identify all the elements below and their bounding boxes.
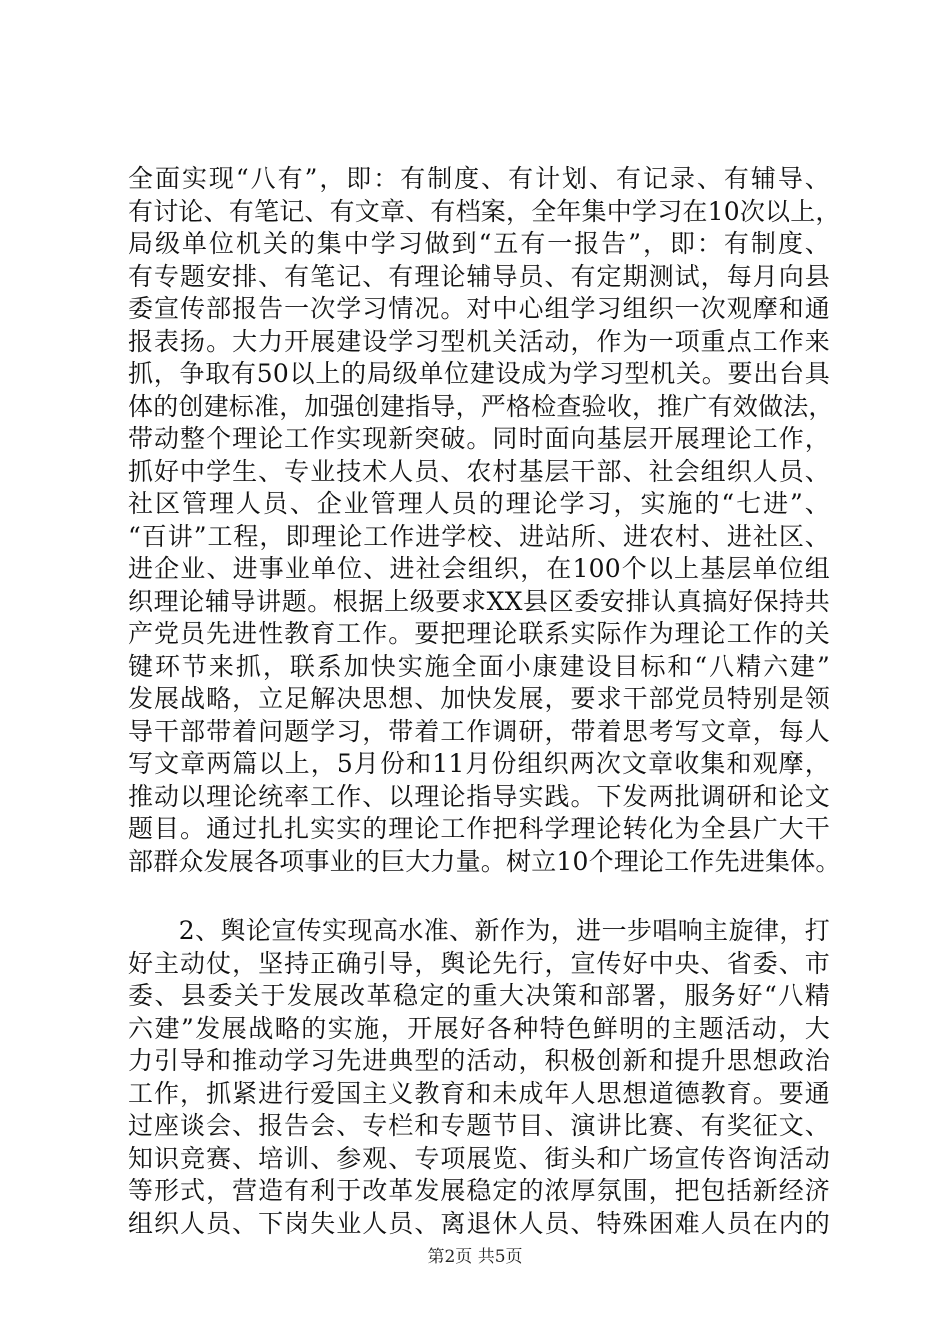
text-line: 等形式，营造有利于改革发展稳定的浓厚氛围，把包括新经济: [128, 1176, 830, 1205]
page-footer: 第2页 共5页: [427, 1247, 523, 1267]
text-line: 发展战略，立足解决思想、加快发展，要求干部党员特别是领: [128, 684, 830, 713]
text-line: 报表扬。大力开展建设学习型机关活动，作为一项重点工作来: [128, 326, 830, 356]
paragraph-2: [128, 915, 830, 1240]
text-line: 有讨论、有笔记、有文章、有档案，全年集中学习在10次以上，: [128, 196, 841, 226]
text-line: 抓，争取有50以上的局级单位建设成为学习型机关。要出台具: [128, 359, 830, 388]
text-line: 写文章两篇以上，5月份和11月份组织两次文章收集和观摩，: [128, 749, 830, 778]
text-line: 委宣传部报告一次学习情况。对中心组学习组织一次观摩和通: [128, 294, 830, 323]
text-line: 键环节来抓，联系加快实施全面小康建设目标和“八精六建”: [128, 651, 830, 681]
text-line: 工作，抓紧进行爱国主义教育和未成年人思想道德教育。要通: [128, 1078, 830, 1108]
text-line: 产党员先进性教育工作。要把理论联系实际作为理论工作的关: [128, 619, 830, 648]
text-line: 导干部带着问题学习，带着工作调研，带着思考写文章，每人: [128, 716, 830, 746]
text-line: 知识竞赛、培训、参观、专项展览、街头和广场宣传咨询活动: [128, 1143, 830, 1173]
text-line: 题目。通过扎扎实实的理论工作把科学理论转化为全县广大干: [128, 814, 830, 843]
text-line: 好主动仗，坚持正确引导，舆论先行，宣传好中央、省委、市: [128, 948, 830, 978]
text-line: 委、县委关于发展改革稳定的重大决策和部署，服务好“八精: [128, 981, 830, 1010]
text-line: 全面实现“八有”，即：有制度、有计划、有记录、有辅导、: [128, 164, 830, 193]
text-line: 体的创建标准，加强创建指导，严格检查验收，推广有效做法，: [128, 391, 834, 421]
text-line: 抓好中学生、专业技术人员、农村基层干部、社会组织人员、: [128, 456, 830, 486]
text-line: 2、舆论宣传实现高水准、新作为，进一步唱响主旋律，打: [128, 916, 830, 945]
text-line: 组织人员、下岗失业人员、离退休人员、特殊困难人员在内的: [128, 1208, 830, 1238]
text-line: 局级单位机关的集中学习做到“五有一报告”，即：有制度、: [128, 229, 830, 258]
text-line: 织理论辅导讲题。根据上级要求XX县区委安排认真搞好保持共: [128, 586, 830, 616]
text-line: 推动以理论统率工作、以理论指导实践。下发两批调研和论文: [128, 781, 830, 811]
text-line: 社区管理人员、企业管理人员的理论学习，实施的“七进”、: [128, 489, 830, 518]
paragraph-gap: [128, 878, 830, 915]
text-line: 带动整个理论工作实现新突破。同时面向基层开展理论工作，: [128, 424, 830, 453]
text-line: 六建”发展战略的实施，开展好各种特色鲜明的主题活动，大: [128, 1013, 830, 1043]
document-body: [128, 163, 841, 1240]
text-line: 过座谈会、报告会、专栏和专题节目、演讲比赛、有奖征文、: [128, 1111, 830, 1140]
text-line: 进企业、进事业单位、进社会组织，在100个以上基层单位组: [128, 554, 830, 583]
text-line: “百讲”工程，即理论工作进学校、进站所、进农村、进社区、: [128, 521, 830, 551]
text-line: 部群众发展各项事业的巨大力量。树立10个理论工作先进集体。: [128, 846, 841, 876]
text-line: 力引导和推动学习先进典型的活动，积极创新和提升思想政治: [128, 1046, 830, 1075]
text-line: 有专题安排、有笔记、有理论辅导员、有定期测试，每月向县: [128, 261, 830, 291]
paragraph-1: [128, 163, 841, 878]
